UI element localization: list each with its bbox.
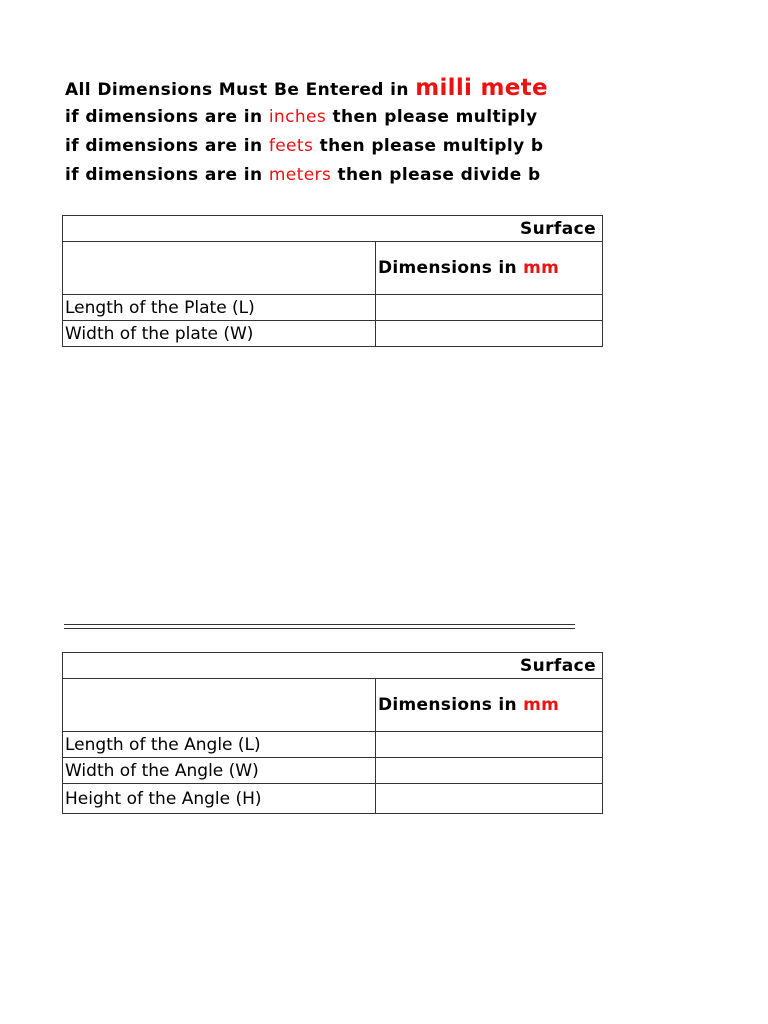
instruction-line-inches <box>65 107 538 127</box>
unit-highlight: feets <box>268 136 314 156</box>
instruction-text: then please multiply <box>326 107 538 127</box>
instruction-text: All Dimensions Must Be Entered in <box>65 80 416 100</box>
table-row <box>63 321 603 347</box>
unit-highlight: meters <box>268 165 332 185</box>
label-header-cell <box>63 679 376 732</box>
unit-highlight: inches <box>268 107 327 127</box>
unit-highlight: milli mete <box>415 75 548 101</box>
table-row <box>63 758 603 784</box>
table-title: Surface <box>63 216 603 242</box>
table-row <box>63 784 603 814</box>
row-label: Height of the Angle (H) <box>63 784 376 814</box>
plate-width-input-cell[interactable] <box>376 321 603 347</box>
angle-width-input-cell[interactable] <box>376 758 603 784</box>
instruction-text: then please multiply b <box>313 136 544 156</box>
unit-label: mm <box>523 695 560 715</box>
angle-height-input-cell[interactable] <box>376 784 603 814</box>
row-label: Length of the Plate (L) <box>63 295 376 321</box>
header-text: Dimensions in <box>378 258 524 278</box>
table-title: Surface <box>63 653 603 679</box>
instruction-text: if dimensions are in <box>65 165 269 185</box>
unit-label: mm <box>523 258 560 278</box>
instruction-line-feets <box>65 136 543 156</box>
table-row <box>63 732 603 758</box>
row-label: Width of the Angle (W) <box>63 758 376 784</box>
row-label: Width of the plate (W) <box>63 321 376 347</box>
table-row <box>63 295 603 321</box>
plate-length-input-cell[interactable] <box>376 295 603 321</box>
label-header-cell <box>63 242 376 295</box>
dimensions-header <box>376 679 603 732</box>
row-label: Length of the Angle (L) <box>63 732 376 758</box>
instruction-text: if dimensions are in <box>65 136 269 156</box>
instruction-line-units <box>65 75 548 101</box>
instruction-line-meters <box>65 165 541 185</box>
angle-length-input-cell[interactable] <box>376 732 603 758</box>
angle-dimensions-table <box>62 652 603 814</box>
header-text: Dimensions in <box>378 695 524 715</box>
dimensions-header <box>376 242 603 295</box>
section-divider <box>64 624 575 629</box>
instruction-text: if dimensions are in <box>65 107 269 127</box>
instruction-text: then please divide b <box>331 165 541 185</box>
plate-dimensions-table <box>62 215 603 347</box>
